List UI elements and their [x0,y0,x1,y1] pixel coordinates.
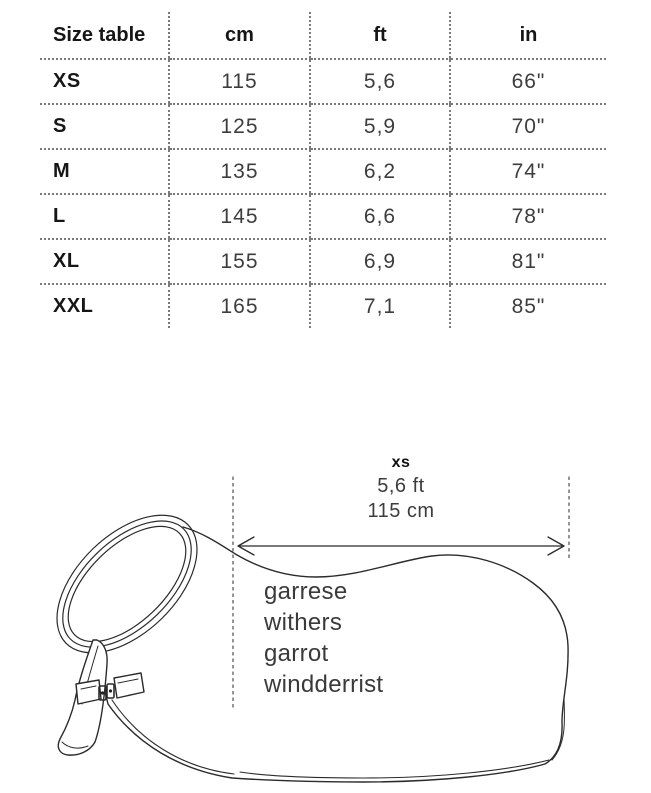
ft-value: 6,9 [310,239,450,284]
cm-value: 135 [169,149,310,194]
size-label: M [40,149,169,194]
withers-label-withers: withers [264,609,343,636]
withers-label-garrot: garrot [264,640,329,667]
ft-value: 7,1 [310,284,450,328]
annotation-ft-value: 5,6 ft [377,475,425,497]
annotation-size-label: xs [391,454,411,471]
measurement-arrow [238,537,564,555]
in-value: 85" [450,284,606,328]
closure-band-line [112,700,234,774]
in-value: 74" [450,149,606,194]
size-label: S [40,104,169,149]
hem-inner-line [240,760,549,778]
cm-value: 115 [169,59,310,104]
size-label: XXL [53,295,94,317]
size-label: L [40,194,169,239]
neck-collar [32,490,222,679]
withers-label-garrese: garrese [264,578,348,605]
in-value: 81" [450,239,606,284]
col-header-size: Size table [40,12,169,59]
cm-value: 155 [169,239,310,284]
withers-label-windderrist: windderrist [264,671,384,698]
withers-labels [264,576,383,700]
annotation-cm-value: 115 cm [367,500,435,522]
col-header-in: in [450,12,606,59]
cm-value: 125 [169,104,310,149]
measurement-annotation [301,452,501,524]
in-value: 66" [450,59,606,104]
ft-value: 5,9 [310,104,450,149]
size-label: XS [40,59,169,104]
ft-value: 6,2 [310,149,450,194]
strap-left [76,680,101,704]
size-label: XL [40,239,169,284]
ft-value: 6,6 [310,194,450,239]
cm-value: 145 [169,194,310,239]
cm-value: 165 [169,284,310,328]
in-value: 70" [450,104,606,149]
ft-value: 5,6 [310,59,450,104]
col-header-ft: ft [310,12,450,59]
in-value: 78" [450,194,606,239]
strap-right [114,673,144,698]
col-header-cm: cm [169,12,310,59]
